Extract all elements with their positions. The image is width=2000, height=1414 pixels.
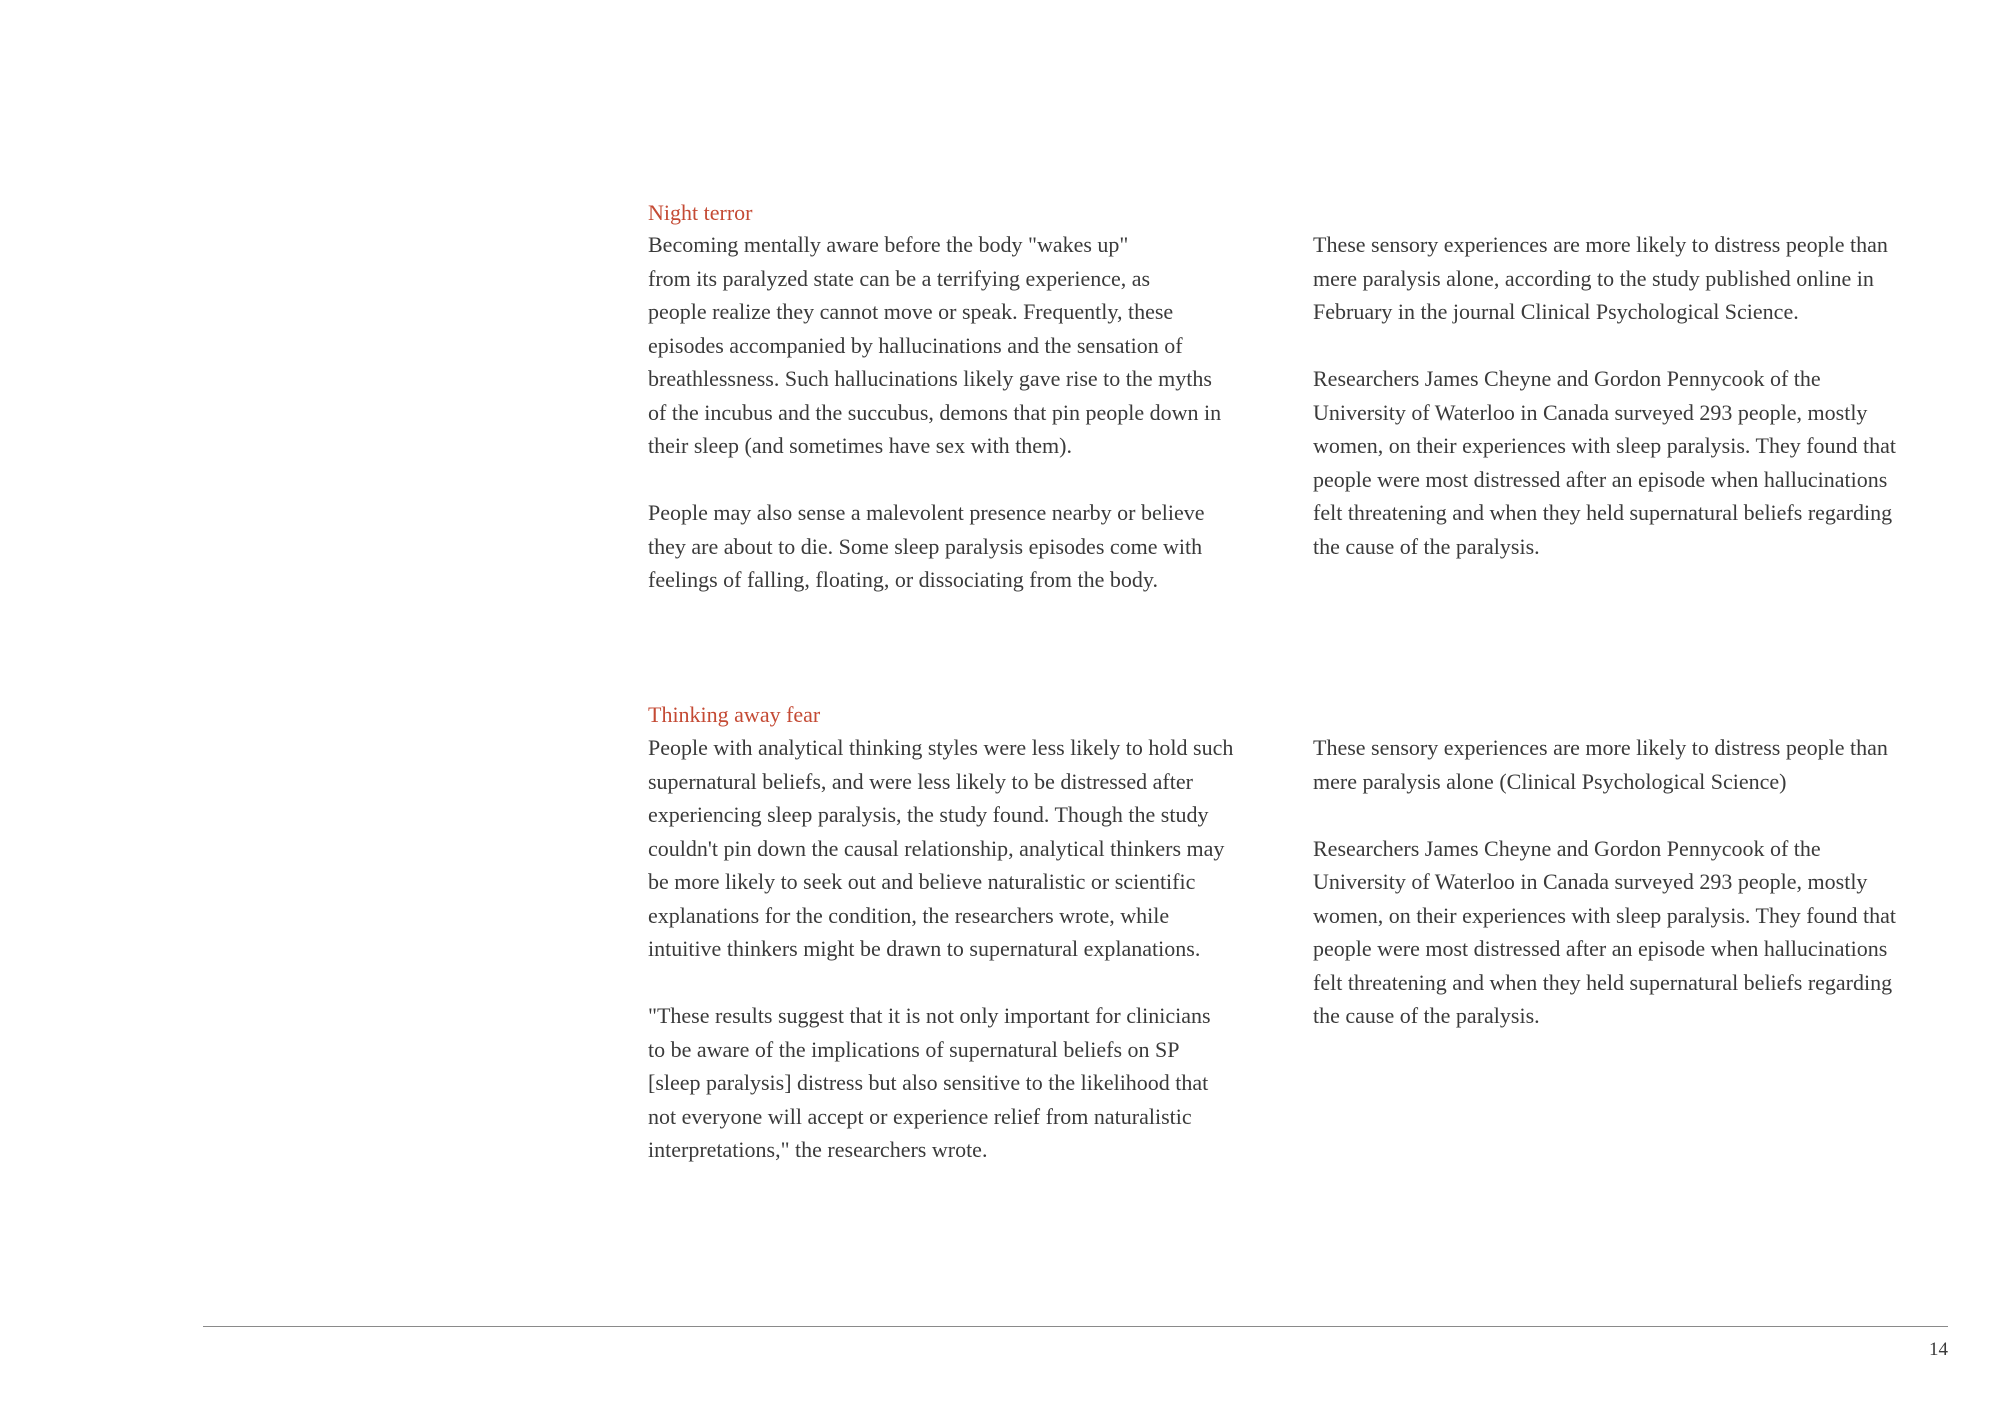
paragraph-gap [1313, 798, 1953, 832]
text-line: the cause of the paralysis. [1313, 533, 1540, 559]
paragraph-gap [648, 966, 1288, 1000]
text-line: people were most distressed after an episode when hallucinations [1313, 936, 1888, 961]
text-line: Researchers James Cheyne and Gordon Pennycook of the [1313, 366, 1821, 391]
text-line: felt threatening and when they held supernatural beliefs regarding [1313, 500, 1893, 525]
text-line: [sleep paralysis] distress but also sensitive to the likelihood that [648, 1070, 1209, 1095]
section-heading-night-terror: Night terror [648, 200, 753, 225]
text-line: people realize they cannot move or speak. Frequently, these [648, 299, 1174, 324]
footer-divider [203, 1326, 1948, 1327]
paragraph-gap [1313, 329, 1953, 363]
text-line: explanations for the condition, the researchers wrote, while [648, 902, 1170, 928]
text-line: feelings of falling, floating, or dissociating from the body. [648, 567, 1158, 592]
text-line: they are about to die. Some sleep paralysis episodes come with [648, 533, 1203, 559]
text-line: breathlessness. Such hallucinations likely gave rise to the myths [648, 366, 1212, 391]
text-line: felt threatening and when they held supernatural beliefs regarding [1313, 969, 1893, 995]
text-line: people were most distressed after an episode when hallucinations [1313, 466, 1888, 492]
text-line: These sensory experiences are more likely to distress people than [1313, 735, 1888, 760]
thinking-away-fear-left-column [648, 731, 1288, 1167]
thinking-away-fear-right-column [1313, 731, 1953, 1033]
text-line: Researchers James Cheyne and Gordon Pennycook of the [1313, 835, 1821, 861]
text-line: February in the journal Clinical Psychological Science. [1313, 299, 1799, 324]
text-line: not everyone will accept or experience relief from naturalistic [648, 1103, 1192, 1129]
text-line: to be aware of the implications of supernatural beliefs on SP [648, 1036, 1180, 1062]
text-line: University of Waterloo in Canada surveyed 293 people, mostly [1313, 869, 1868, 894]
text-line: supernatural beliefs, and were less likely to be distressed after [648, 768, 1193, 794]
text-line: mere paralysis alone (Clinical Psychological Science) [1313, 768, 1787, 794]
text-line: "These results suggest that it is not only important for clinicians [648, 1003, 1211, 1028]
text-line: be more likely to seek out and believe naturalistic or scientific [648, 869, 1196, 894]
text-line: Becoming mentally aware before the body "wakes up" [648, 232, 1129, 257]
text-line: University of Waterloo in Canada surveyed 293 people, mostly [1313, 399, 1868, 425]
page-number: 14 [1929, 1339, 1948, 1360]
night-terror-left-column [648, 228, 1288, 597]
text-line: People with analytical thinking styles were less likely to hold such [648, 735, 1234, 760]
text-line: their sleep (and sometimes have sex with them). [648, 433, 1072, 458]
text-line: experiencing sleep paralysis, the study found. Though the study [648, 802, 1209, 827]
text-line: People may also sense a malevolent presence nearby or believe [648, 500, 1205, 525]
text-line: episodes accompanied by hallucinations and the sensation of [648, 332, 1183, 358]
paragraph-gap [648, 463, 1288, 497]
section-heading-thinking-away-fear: Thinking away fear [648, 702, 821, 727]
text-line: of the incubus and the succubus, demons that pin people down in [648, 399, 1222, 425]
text-line: women, on their experiences with sleep paralysis. They found that [1313, 433, 1897, 458]
text-line: mere paralysis alone, according to the study published online in [1313, 265, 1874, 291]
text-line: couldn't pin down the causal relationship, analytical thinkers may [648, 835, 1225, 861]
text-line: interpretations," the researchers wrote. [648, 1137, 988, 1162]
text-line: These sensory experiences are more likely to distress people than [1313, 232, 1888, 257]
text-line: intuitive thinkers might be drawn to supernatural explanations. [648, 936, 1201, 961]
text-line: from its paralyzed state can be a terrifying experience, as [648, 265, 1151, 291]
text-line: women, on their experiences with sleep paralysis. They found that [1313, 902, 1897, 928]
text-line: the cause of the paralysis. [1313, 1003, 1540, 1028]
night-terror-right-column [1313, 228, 1953, 563]
